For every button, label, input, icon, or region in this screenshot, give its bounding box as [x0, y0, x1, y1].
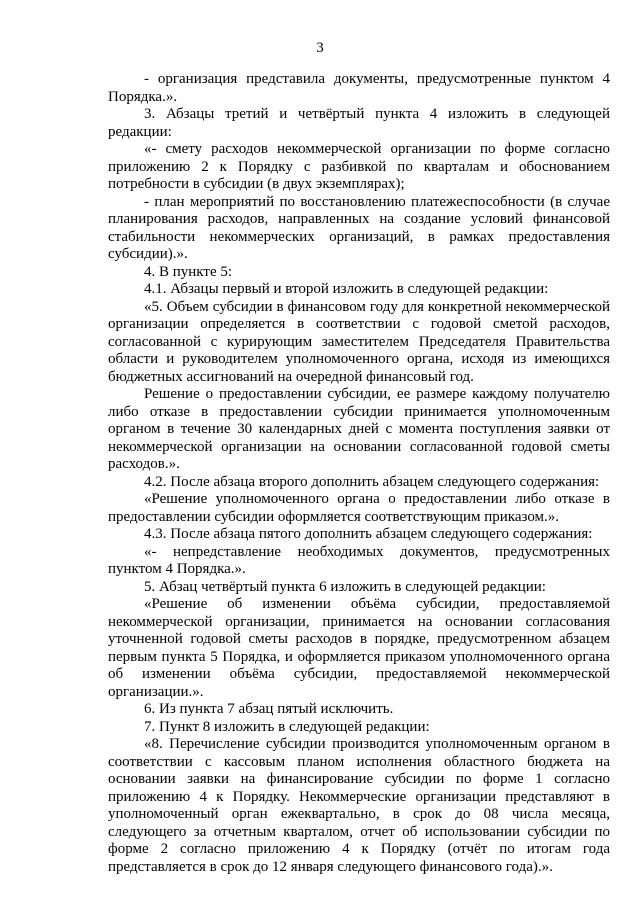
paragraph: - организация представила документы, предусмотренные пунктом 4 Порядка.».: [108, 71, 610, 105]
paragraph: 6. Из пункта 7 абзац пятый исключить.: [144, 701, 394, 717]
paragraph: 4.2. После абзаца второго дополнить абзацем следующего содержания:: [144, 473, 600, 490]
paragraph: Решение о предоставлении субсидии, ее размере каждому получателю либо отказе в предоставлении субсидии принимается уполномоченным органом в течение 30 календарных дней с момента поступления заявки от некоммерческой организации на основании согласованной годовой сметы расходов.».: [108, 386, 610, 472]
paragraph: «Решение об изменении объёма субсидии, предоставляемой некоммерческой организации, принимается на основании согласования уточненной годовой сметы расходов в порядке, предусмотренном абзацем первым пункта 5 Порядка, и оформляется приказом уполномоченного органа об изменении объёма субсидии, предоставляемой некоммерческой организации.».: [108, 596, 610, 700]
page-number: 3: [316, 40, 324, 56]
paragraph: «8. Перечисление субсидии производится уполномоченным органом в соответствии с кассовым планом исполнения областного бюджета на основании заявки на финансирование субсидии по форме 1 согласно приложению 4 к Порядку. Некоммерческие организации представляют в уполномоченный орган ежеквартально, в срок до 08 числа месяца, следующего за отчетным кварталом, отчет об использовании субсидии по форме 2 согласно приложению 4 к Порядку (отчёт по итогам года представляется в срок до 12 января следующего финансового года).».: [108, 736, 610, 875]
paragraph: «5. Объем субсидии в финансовом году для конкретной некоммерческой организации определяется в соответствии с годовой сметой расходов, согласованной с курирующим заместителем Председателя Правительства области и руководителем уполномоченного органа, исходя из имеющихся бюджетных ассигнований на очередной финансовый год.: [108, 298, 610, 385]
document-body: [108, 71, 610, 876]
paragraph: - план мероприятий по восстановлению платежеспособности (в случае планирования расходов, направленных на создание условий финансовой стабильности некоммерческих организаций, в рамках предоставления субсидии).».: [108, 193, 610, 262]
paragraph: «Решение уполномоченного органа о предоставлении либо отказе в предоставлении субсидии оформляется соответствующим приказом.».: [108, 491, 610, 525]
paragraph: 4.1. Абзацы первый и второй изложить в следующей редакции:: [144, 281, 549, 297]
paragraph: «- смету расходов некоммерческой организации по форме согласно приложению 2 к Порядку с разбивкой по кварталам и обоснованием потребности в субсидии (в двух экземплярах);: [108, 141, 610, 192]
paragraph: «- непредставление необходимых документов, предусмотренных пунктом 4 Порядка.».: [108, 543, 610, 577]
paragraph: 4.3. После абзаца пятого дополнить абзацем следующего содержания:: [144, 526, 593, 542]
paragraph: 7. Пункт 8 изложить в следующей редакции:: [144, 718, 430, 735]
paragraph: 5. Абзац четвёртый пункта 6 изложить в следующей редакции:: [144, 578, 546, 595]
paragraph: 4. В пункте 5:: [144, 263, 233, 280]
paragraph: 3. Абзацы третий и четвёртый пункта 4 изложить в следующей редакции:: [108, 106, 610, 140]
